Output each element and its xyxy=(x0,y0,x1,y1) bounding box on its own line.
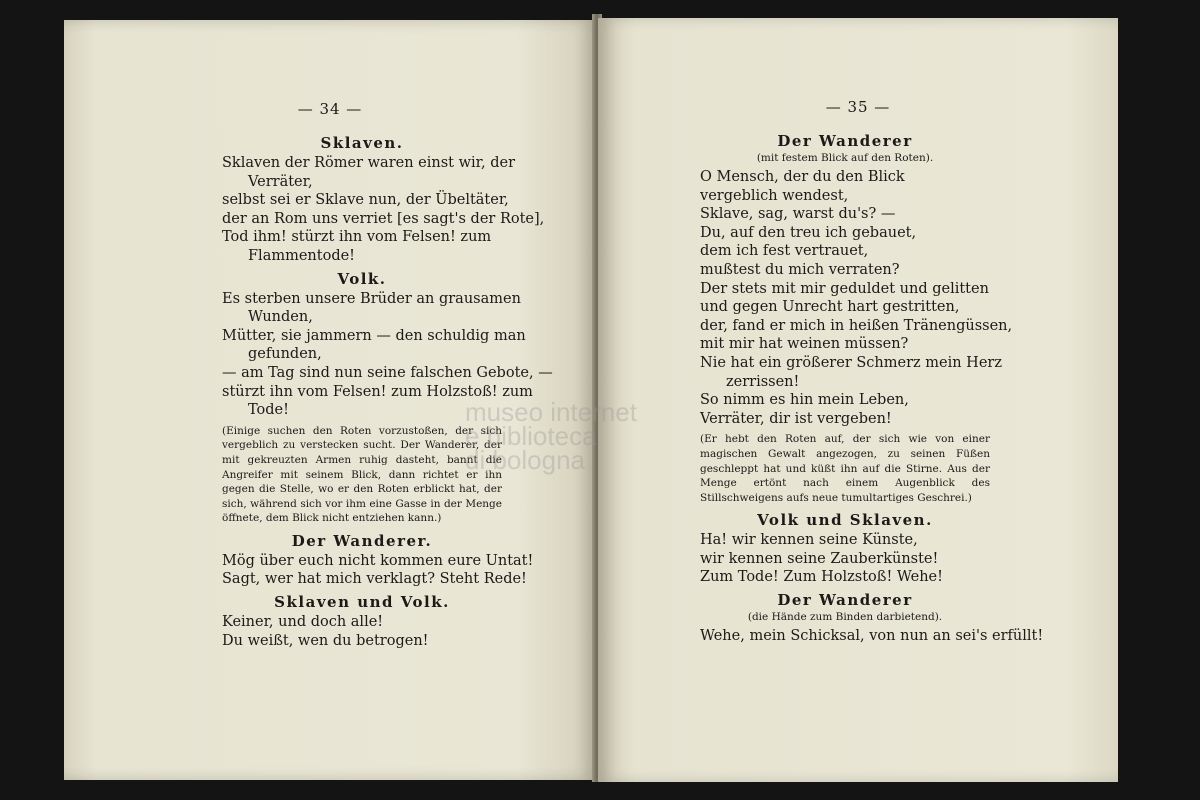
verse-line: Sklaven der Römer waren einst wir, der xyxy=(222,155,515,171)
verse-lines xyxy=(222,154,545,266)
verse-line: — am Tag sind nun seine falschen Gebote, — xyxy=(222,364,553,381)
verse-line: Du, auf den treu ich gebauet, xyxy=(700,224,917,241)
speaker-direction: (die Hände zum Binden darbietend). xyxy=(747,611,943,624)
verse-line: Keiner, und doch alle! xyxy=(222,614,384,631)
verse-line: Verräter, dir ist vergeben! xyxy=(700,410,892,427)
verse-line: Es sterben unsere Brüder an grausamen xyxy=(222,290,521,307)
right-text-block xyxy=(700,128,1044,646)
speaker-heading: Volk und Sklaven. xyxy=(757,511,933,530)
verse-line: Verräter, xyxy=(248,173,313,190)
verse-line: dem ich fest vertrauet, xyxy=(700,243,869,260)
verse-line: O Mensch, der du den Blick xyxy=(700,169,905,185)
speaker-heading: Der Wanderer. xyxy=(291,531,433,550)
verse-line: Flammentode! xyxy=(248,247,356,264)
verse-line: der, fand er mich in heißen Tränengüssen, xyxy=(700,317,1013,334)
verse-line: Mög über euch nicht kommen eure Untat! xyxy=(222,552,534,569)
verse-line: Der stets mit mir geduldet und gelitten xyxy=(700,280,989,297)
page-number-left: — 34 — xyxy=(297,100,363,118)
watermark-line: di bologna xyxy=(465,445,585,475)
verse-line: wir kennen seine Zauberkünste! xyxy=(700,550,939,567)
verse-lines xyxy=(222,290,553,420)
verse-line: Wehe, mein Schicksal, von nun an sei's erfüllt! xyxy=(700,628,1044,645)
verse-lines xyxy=(222,613,502,650)
verse-line: und gegen Unrecht hart gestritten, xyxy=(700,299,960,316)
open-book xyxy=(64,14,1118,782)
speaker-heading: Der Wanderer xyxy=(777,132,913,150)
verse-line: Tod ihm! stürzt ihn vom Felsen! zum xyxy=(222,229,492,246)
verse-line: Wunden, xyxy=(248,309,313,326)
verse-line: mußtest du mich verraten? xyxy=(700,261,900,278)
verse-line: stürzt ihn vom Felsen! zum Holzstoß! zum xyxy=(222,383,533,400)
verse-lines xyxy=(700,627,1044,646)
stage-direction: (Einige suchen den Roten vorzustoßen, der sich vergeblich zu verstecken sucht. Der Wanderer, der mit gekreuzten Armen ruhig dasteht, bannt die Angreifer mit seinem Blick, dann richtet er ihn gegen die Stelle, wo er den Roten erblickt hat, der sich, während sich vor ihm eine Gasse in der Menge öffnete, dem Blick nicht entziehen kann.) xyxy=(222,424,502,525)
verse-line: zerrissen! xyxy=(726,373,800,390)
left-page xyxy=(64,20,596,780)
watermark-line: museo internet xyxy=(465,397,637,427)
page-number-right: — 35 — xyxy=(825,98,891,116)
verse-line: mit mir hat weinen müssen? xyxy=(700,336,909,353)
verse-line: Tode! xyxy=(248,402,289,419)
verse-line: gefunden, xyxy=(248,346,322,363)
verse-line: Nie hat ein größerer Schmerz mein Herz xyxy=(700,354,1002,371)
verse-line: Zum Tode! Zum Holzstoß! Wehe! xyxy=(700,569,943,586)
right-page xyxy=(598,18,1118,782)
verse-line: Du weißt, wen du betrogen! xyxy=(222,632,429,649)
verse-line: vergeblich wendest, xyxy=(700,187,849,204)
verse-line: selbst sei er Sklave nun, der Übeltäter, xyxy=(222,192,509,209)
verse-line: der an Rom uns verriet [es sagt's der Rote], xyxy=(222,210,545,227)
verse-lines xyxy=(222,552,534,589)
watermark-line: e biblioteca xyxy=(465,421,597,451)
speaker-heading: Der Wanderer xyxy=(777,591,913,610)
verse-line: Mütter, sie jammern — den schuldig man xyxy=(222,327,526,344)
verse-line: Ha! wir kennen seine Künste, xyxy=(700,532,918,549)
verse-line: So nimm es hin mein Leben, xyxy=(700,392,909,409)
verse-line: Sklave, sag, warst du's? — xyxy=(700,206,896,223)
speaker-heading: Volk. xyxy=(337,269,387,288)
verse-line: Sagt, wer hat mich verklagt? Steht Rede! xyxy=(222,571,527,588)
speaker-heading: Sklaven. xyxy=(320,134,404,152)
verse-lines xyxy=(700,168,1013,428)
speaker-heading: Sklaven und Volk. xyxy=(274,593,450,612)
speaker-direction: (mit festem Blick auf den Roten). xyxy=(756,152,934,164)
stage-direction: (Er hebt den Roten auf, der sich wie von einer magischen Gewalt angezogen, zu seinen Füßen geschleppt hat und küßt ihn auf die Stirne. Aus der Menge ertönt nach einem Augenblick des Stillschweigens aufs neue tumultartiges Geschrei.) xyxy=(700,433,990,504)
verse-lines xyxy=(700,531,990,587)
